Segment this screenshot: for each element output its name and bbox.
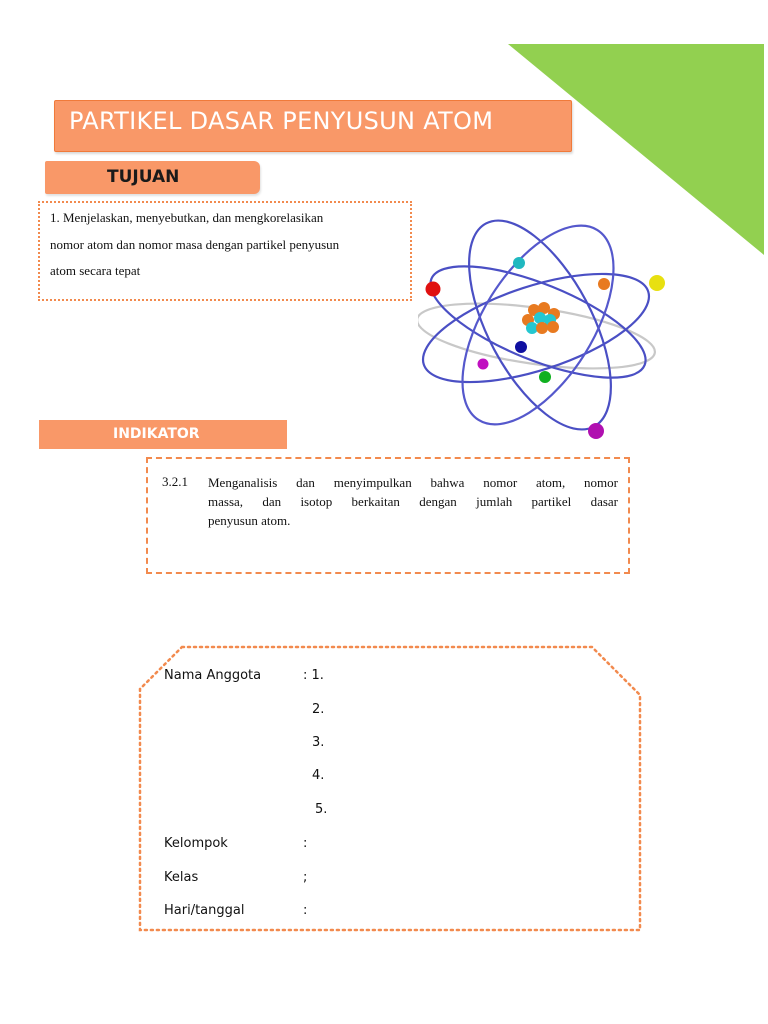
members-entry-2: 2. [312,702,325,717]
indikator-heading: INDIKATOR [113,426,200,442]
indikator-number: 3.2.1 [162,474,188,489]
tujuan-heading: TUJUAN [107,167,180,187]
group-label: Kelompok [164,836,228,851]
page-title: PARTIKEL DASAR PENYUSUN ATOM [69,107,494,135]
tujuan-line-3: atom secara tepat [50,263,141,278]
indikator-line-2: massa, dan isotop berkaitan dengan jumlah partikel dasar [208,494,618,509]
tujuan-line-1: 1. Menjelaskan, menyebutkan, dan mengkorelasikan [50,210,324,225]
group-colon: : [303,836,308,851]
tujuan-line-2: nomor atom dan nomor masa dengan partikel penyusun [50,237,340,252]
class-colon: ; [303,870,308,885]
members-entry-4: 4. [312,768,325,783]
members-entry-1: : 1. [303,668,324,683]
members-entry-5: 5. [315,802,328,817]
date-label: Hari/tanggal [164,903,245,918]
members-entry-3: 3. [312,735,325,750]
class-label: Kelas [164,870,199,885]
indikator-line-3: penyusun atom. [208,513,291,528]
indikator-line-1: Menganalisis dan menyimpulkan bahwa nomor atom, nomor [208,475,618,490]
members-label: Nama Anggota [164,668,262,683]
date-colon: : [303,903,308,918]
